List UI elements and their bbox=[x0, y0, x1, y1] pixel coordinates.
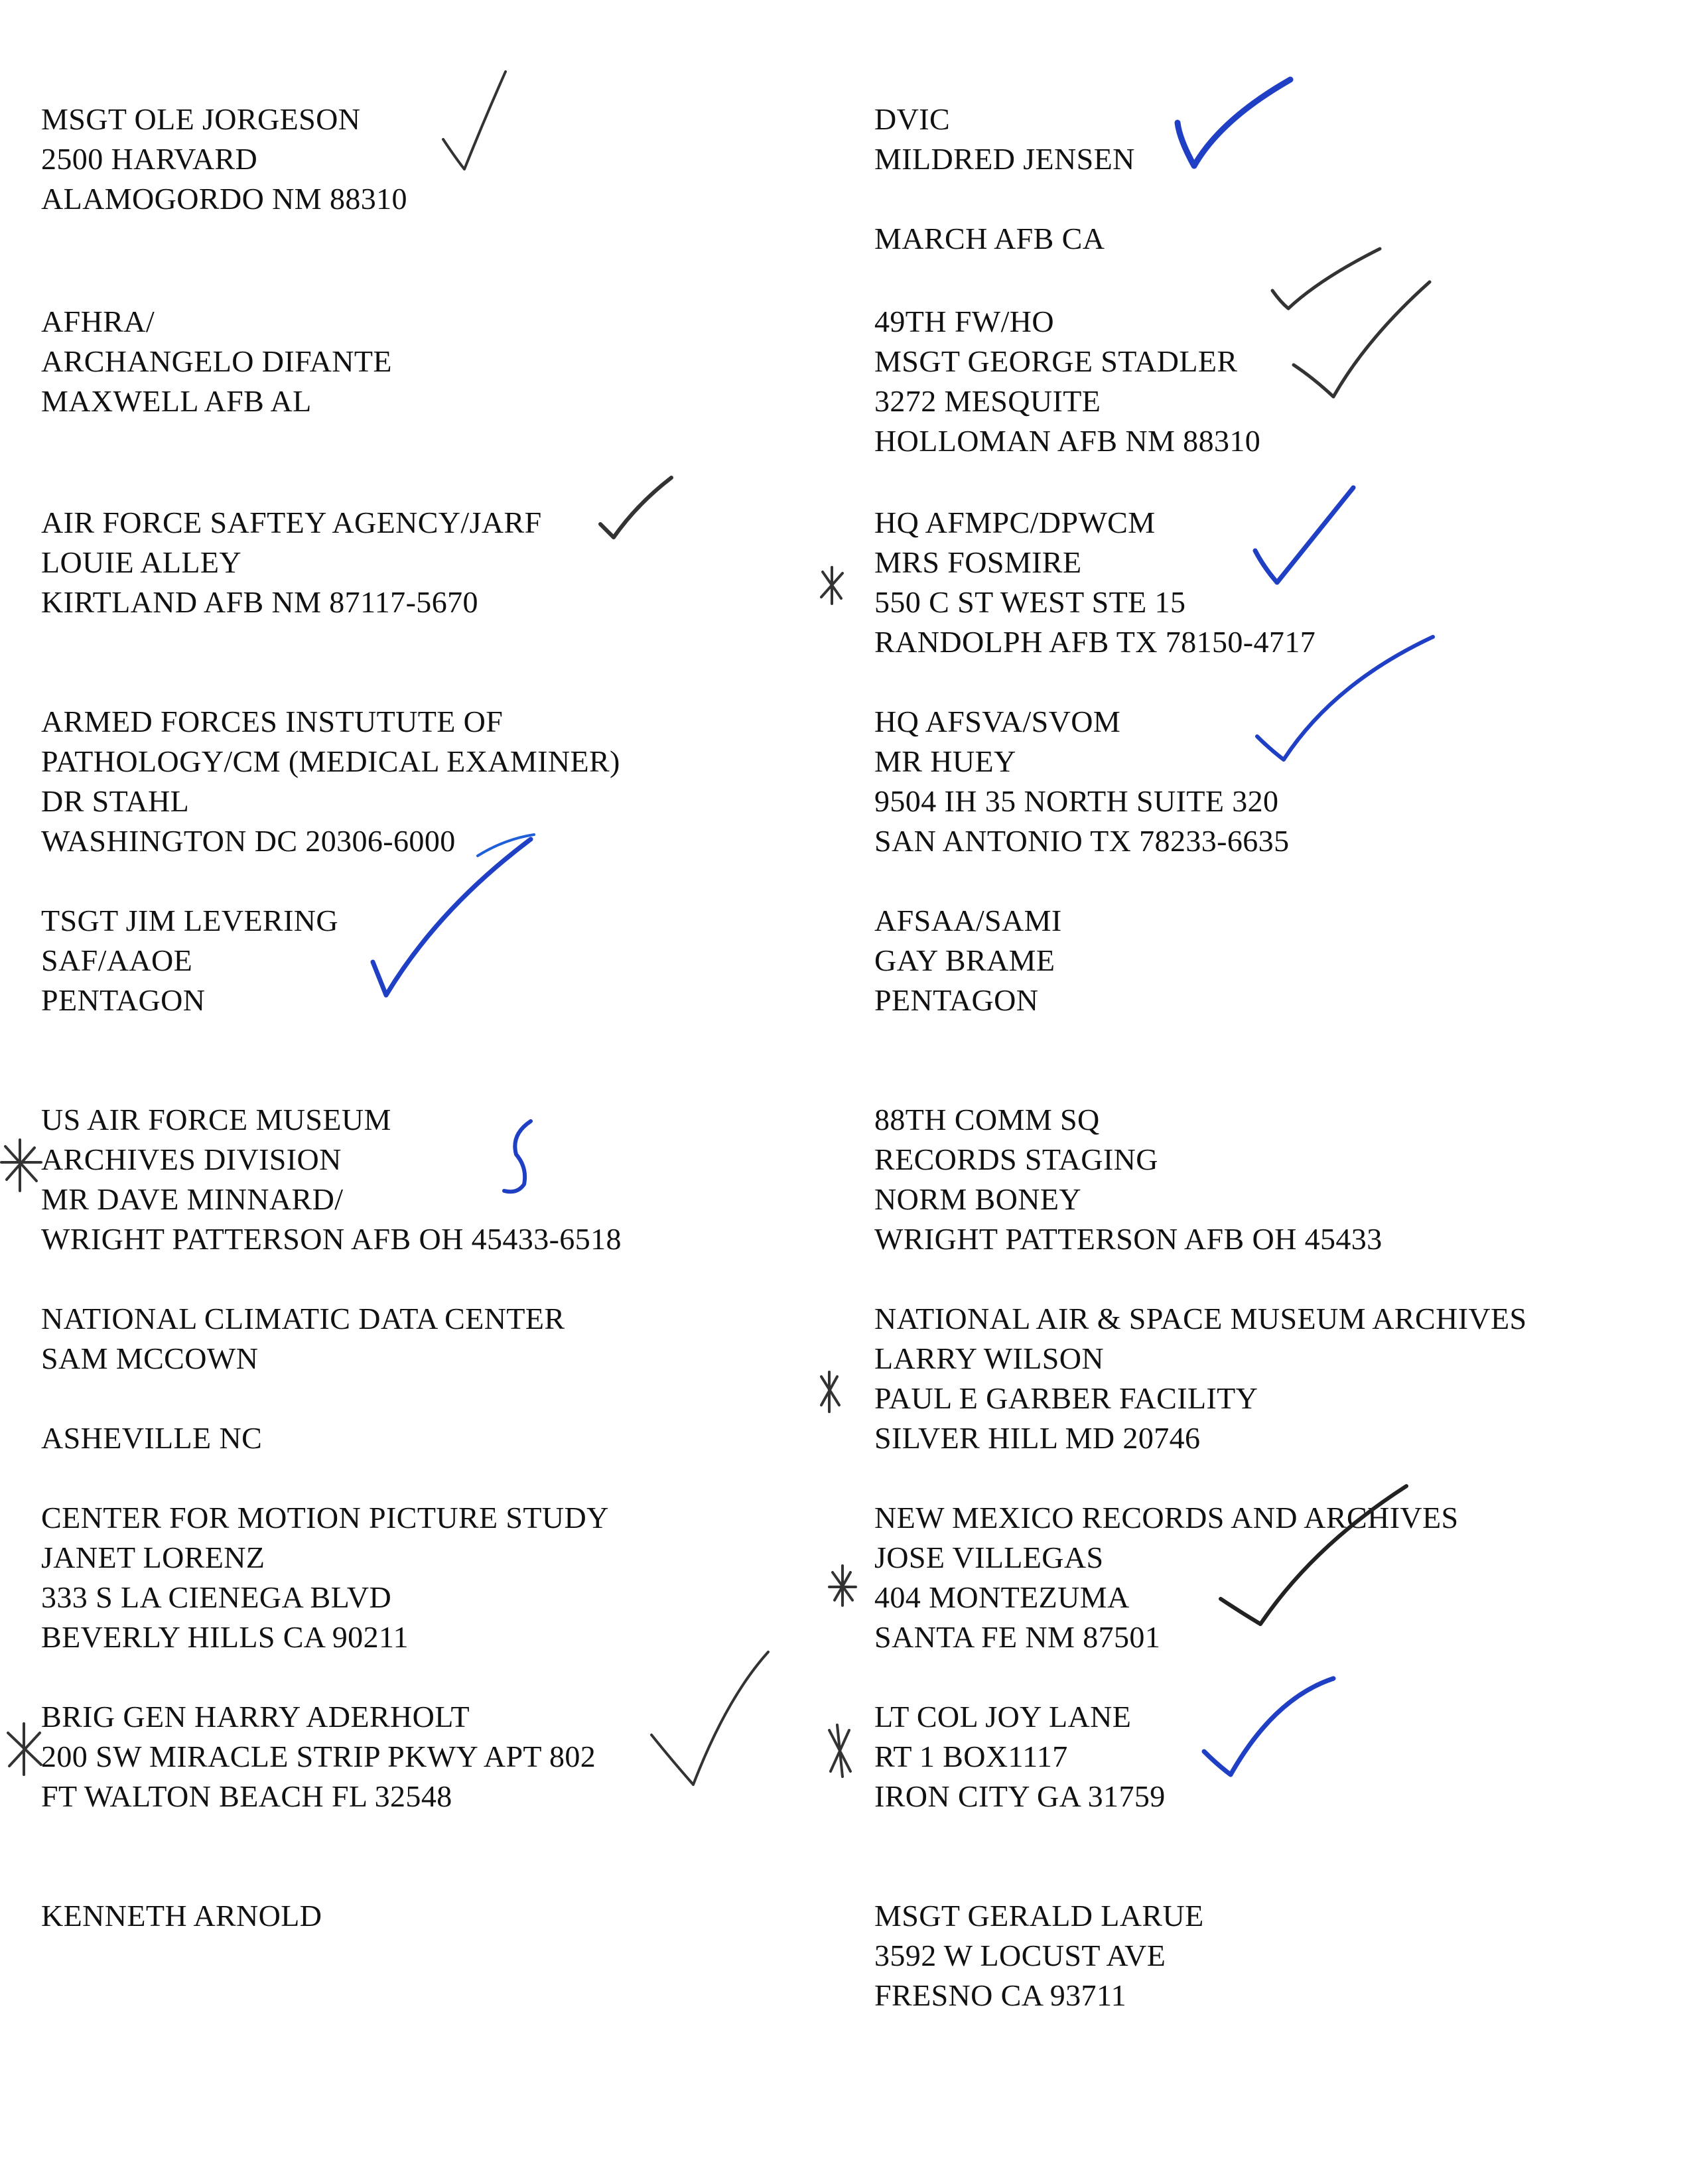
right-address-7-line-3: SANTA FE NM 87501 bbox=[874, 1620, 1161, 1654]
left-address-4-line-2: PENTAGON bbox=[41, 983, 206, 1017]
right-address-2-line-3: RANDOLPH AFB TX 78150-4717 bbox=[874, 625, 1316, 659]
left-address-4-line-0: TSGT JIM LEVERING bbox=[41, 904, 339, 937]
left-address-7-line-1: JANET LORENZ bbox=[41, 1540, 265, 1574]
right-address-5-line-1: RECORDS STAGING bbox=[874, 1142, 1158, 1176]
right-address-1-line-2: 3272 MESQUITE bbox=[874, 384, 1101, 418]
right-address-5-line-3: WRIGHT PATTERSON AFB OH 45433 bbox=[874, 1222, 1383, 1256]
right-address-0-line-3: MARCH AFB CA bbox=[874, 222, 1105, 255]
right-address-8-line-1: RT 1 BOX1117 bbox=[874, 1740, 1068, 1773]
left-address-3-line-2: DR STAHL bbox=[41, 784, 190, 818]
right-address-4-line-1: GAY BRAME bbox=[874, 943, 1055, 977]
left-address-1-line-2: MAXWELL AFB AL bbox=[41, 384, 312, 418]
left-address-7-line-0: CENTER FOR MOTION PICTURE STUDY bbox=[41, 1501, 609, 1535]
asterisk-icon bbox=[821, 1372, 839, 1412]
right-address-6-line-3: SILVER HILL MD 20746 bbox=[874, 1421, 1201, 1455]
right-address-4-line-0: AFSAA/SAMI bbox=[874, 904, 1062, 937]
checkmark-icon bbox=[1178, 80, 1290, 166]
left-address-6-line-0: NATIONAL CLIMATIC DATA CENTER bbox=[41, 1302, 565, 1335]
checkmark-icon bbox=[1221, 1486, 1406, 1624]
s-mark-icon bbox=[504, 1121, 531, 1192]
right-address-2-line-2: 550 C ST WEST STE 15 bbox=[874, 585, 1186, 619]
checkmark-icon bbox=[1204, 1678, 1333, 1775]
left-address-0-line-0: MSGT OLE JORGESON bbox=[41, 102, 361, 136]
right-address-0-line-0: DVIC bbox=[874, 102, 951, 136]
right-address-2-line-0: HQ AFMPC/DPWCM bbox=[874, 506, 1156, 539]
checkmark-icon bbox=[1294, 282, 1430, 397]
left-address-1-line-1: ARCHANGELO DIFANTE bbox=[41, 344, 392, 378]
right-address-3-line-3: SAN ANTONIO TX 78233-6635 bbox=[874, 824, 1290, 858]
right-address-7-line-1: JOSE VILLEGAS bbox=[874, 1540, 1104, 1574]
left-address-1-line-0: AFHRA/ bbox=[41, 305, 155, 338]
right-address-8-line-0: LT COL JOY LANE bbox=[874, 1700, 1132, 1734]
left-address-8-line-0: BRIG GEN HARRY ADERHOLT bbox=[41, 1700, 470, 1734]
right-address-9-line-2: FRESNO CA 93711 bbox=[874, 1978, 1127, 2012]
right-address-1-line-3: HOLLOMAN AFB NM 88310 bbox=[874, 424, 1261, 458]
right-address-3-line-2: 9504 IH 35 NORTH SUITE 320 bbox=[874, 784, 1279, 818]
right-address-2-line-1: MRS FOSMIRE bbox=[874, 545, 1082, 579]
left-address-6-line-1: SAM MCCOWN bbox=[41, 1341, 259, 1375]
asterisk-icon bbox=[821, 567, 843, 604]
right-address-9-line-0: MSGT GERALD LARUE bbox=[874, 1899, 1204, 1933]
left-address-9-line-0: KENNETH ARNOLD bbox=[41, 1899, 322, 1933]
checkmark-icon bbox=[1257, 637, 1433, 760]
left-address-2-line-1: LOUIE ALLEY bbox=[41, 545, 242, 579]
right-address-6-line-2: PAUL E GARBER FACILITY bbox=[874, 1381, 1258, 1415]
left-address-4-line-1: SAF/AAOE bbox=[41, 943, 193, 977]
left-address-3-line-3: WASHINGTON DC 20306-6000 bbox=[41, 824, 456, 858]
checkmark-icon bbox=[1272, 249, 1380, 308]
left-address-8-line-1: 200 SW MIRACLE STRIP PKWY APT 802 bbox=[41, 1740, 596, 1773]
asterisk-icon bbox=[1, 1140, 41, 1191]
right-address-0-line-1: MILDRED JENSEN bbox=[874, 142, 1135, 176]
left-address-5-line-0: US AIR FORCE MUSEUM bbox=[41, 1103, 391, 1136]
right-address-5-line-0: 88TH COMM SQ bbox=[874, 1103, 1100, 1136]
right-address-1-line-0: 49TH FW/HO bbox=[874, 305, 1055, 338]
asterisk-icon bbox=[8, 1724, 41, 1775]
right-address-9-line-1: 3592 W LOCUST AVE bbox=[874, 1939, 1166, 1972]
left-address-7-line-3: BEVERLY HILLS CA 90211 bbox=[41, 1620, 409, 1654]
right-address-1-line-1: MSGT GEORGE STADLER bbox=[874, 344, 1238, 378]
checkmark-icon bbox=[1255, 488, 1353, 582]
right-address-3-line-0: HQ AFSVA/SVOM bbox=[874, 705, 1121, 738]
checkmark-icon bbox=[443, 72, 506, 169]
right-address-7-line-0: NEW MEXICO RECORDS AND ARCHIVES bbox=[874, 1501, 1459, 1535]
right-address-8-line-2: IRON CITY GA 31759 bbox=[874, 1779, 1166, 1813]
checkmark-icon bbox=[600, 478, 671, 537]
right-address-5-line-2: NORM BONEY bbox=[874, 1182, 1081, 1216]
left-address-2-line-0: AIR FORCE SAFTEY AGENCY/JARF bbox=[41, 506, 542, 539]
left-address-5-line-3: WRIGHT PATTERSON AFB OH 45433-6518 bbox=[41, 1222, 622, 1256]
right-address-7-line-2: 404 MONTEZUMA bbox=[874, 1580, 1130, 1614]
left-address-0-line-2: ALAMOGORDO NM 88310 bbox=[41, 182, 407, 216]
left-address-8-line-2: FT WALTON BEACH FL 32548 bbox=[41, 1779, 452, 1813]
asterisk-icon bbox=[829, 1725, 850, 1777]
left-address-5-line-1: ARCHIVES DIVISION bbox=[41, 1142, 342, 1176]
checkmark-icon bbox=[373, 839, 531, 995]
asterisk-icon bbox=[829, 1566, 856, 1605]
right-address-6-line-1: LARRY WILSON bbox=[874, 1341, 1104, 1375]
right-address-3-line-1: MR HUEY bbox=[874, 744, 1016, 778]
left-address-5-line-2: MR DAVE MINNARD/ bbox=[41, 1182, 344, 1216]
checkmark-icon bbox=[651, 1652, 768, 1785]
left-address-6-line-3: ASHEVILLE NC bbox=[41, 1421, 263, 1455]
left-address-3-line-0: ARMED FORCES INSTUTUTE OF bbox=[41, 705, 504, 738]
left-address-3-line-1: PATHOLOGY/CM (MEDICAL EXAMINER) bbox=[41, 744, 620, 778]
right-address-6-line-0: NATIONAL AIR & SPACE MUSEUM ARCHIVES bbox=[874, 1302, 1527, 1335]
right-address-4-line-2: PENTAGON bbox=[874, 983, 1039, 1017]
left-address-2-line-2: KIRTLAND AFB NM 87117-5670 bbox=[41, 585, 478, 619]
left-address-7-line-2: 333 S LA CIENEGA BLVD bbox=[41, 1580, 392, 1614]
left-address-0-line-1: 2500 HARVARD bbox=[41, 142, 258, 176]
